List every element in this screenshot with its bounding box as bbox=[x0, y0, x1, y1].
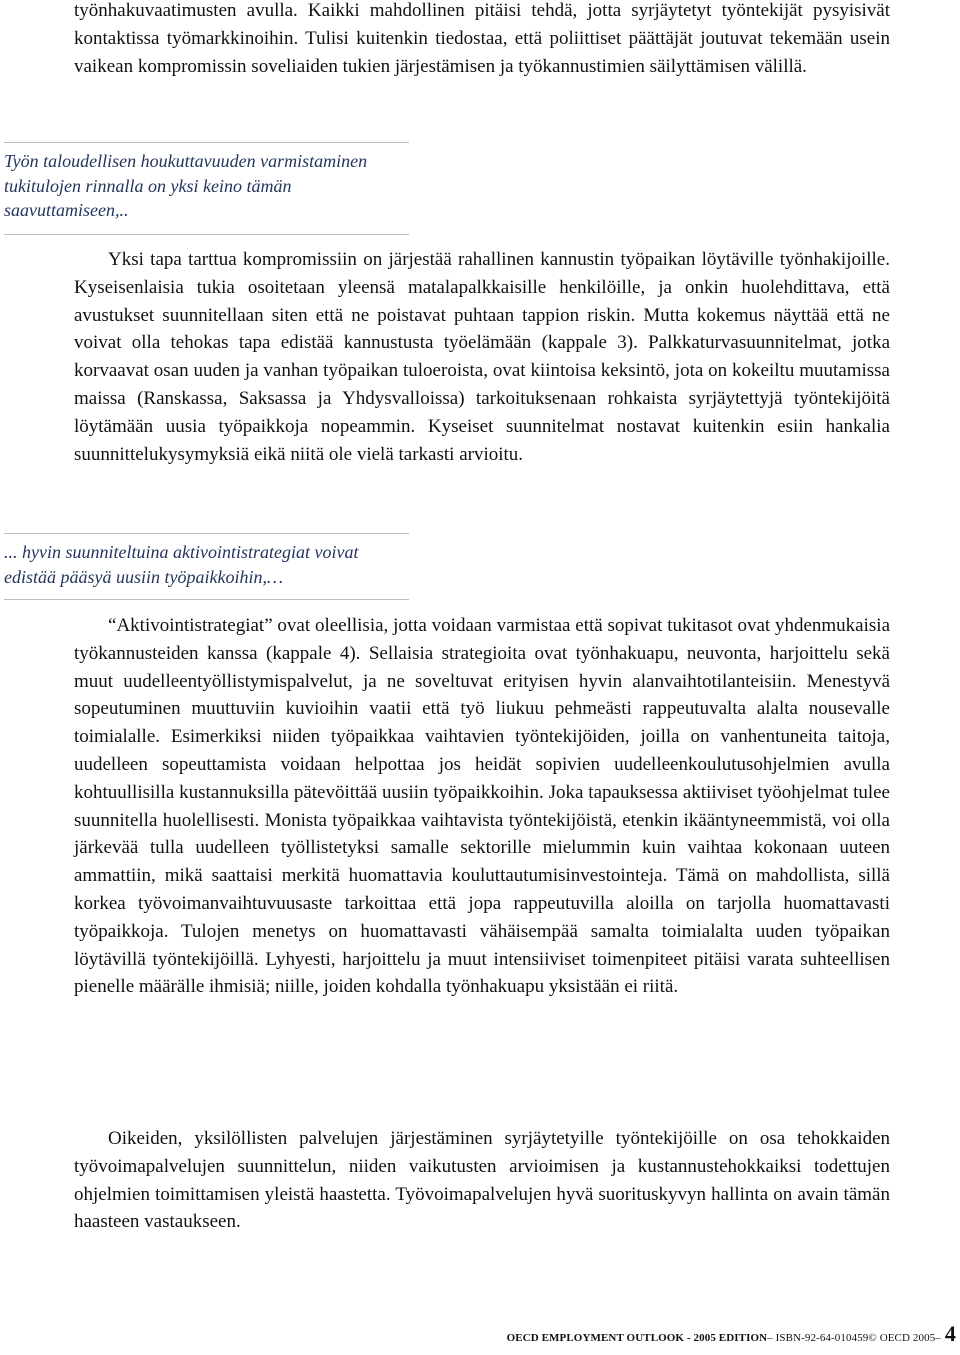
pullquote-1-text: Työn taloudellisen houkuttavuuden varmistaminen tukitulojen rinnalla on yksi keino tämän saavuttamiseen,.. bbox=[4, 151, 368, 220]
paragraph-4: Oikeiden, yksilöllisten palvelujen järjestäminen syrjäytetyille työntekijöille on osa tehokkaiden työvoimapalvelujen suunnittelun, niiden vaikutusten arvioimisen ja kustannustehokkaiksi todettujen ohjelmien toimittamisen yleistä haastetta. Työvoimapalvelujen hyvä suorituskyvyn hallinta on avain tämän haasteen vastaukseen. bbox=[74, 1128, 890, 1233]
paragraph-3-text: Aktivointistrategiat” ovat oleellisia, jotta voidaan varmistaa että sopivat tukitasot ovat yhdenmukaisia työkannusteiden kanssa (kappale 4). Sellaisia strategioita ovat työnhakuapu, neuvonta, harjoittelu sekä muut uudelleentyöllistymispalvelut, ja ne soveltuvat erityisen hyvin alanvaihtotilanteisiin. Menestyvä sopeutuminen muuttuviin kuvioihin vaatii että työ liukuu pehmeästi rappeutuvalta alalta nousevalle toimialalle. Esimerkiksi niiden työpaikkaa vaihtavien työntekijöiden, joilla on vanhentuneita taitoja, uudelleen sopeuttamista voidaan helpottaa jos heidät sopivien uudelleenkoulutusohjelmien avulla kohtuullisilla kustannuksilla pätevöittää uusiin työpaikkoihin. Joka tapauksessa aktiiviset työohjelmat tulee suunnitella huolellisesti. Monista työpaikkaa vaihtavista työntekijöistä, etenkin ikääntyneemmistä, voi olla järkevää tulla uudelleen työllistetyksi samalle sektorille mielummin kuin vaihtaa kokonaan uuteen ammattiin, mikä saattaisi merkitä huomattavia kouluttautumisinvestointeja. Tämä on mahdollista, sillä korkea työvoimanvaihtuvuusaste tarkoittaa että jopa rappeutuvilla aloilla on tarjolla huomattavasti työpaikkoja. Tulojen menetys on huomattavasti vähäisempää samalta toimialalta uuden työpaikan löytävillä työntekijöillä. Lyhyesti, harjoittelu ja muut intensiiviset toimenpiteet pitäisi varata suhteellisen pienelle määrälle ihmisiä; niille, joiden kohdalla työnhakuapu yksistään ei riitä. bbox=[74, 615, 890, 998]
pullquote-1 bbox=[4, 142, 409, 235]
pullquote-2-text: ... hyvin suunniteltuina aktivointistrategiat voivat edistää pääsyä uusiin työpaikkoihin,… bbox=[4, 542, 359, 587]
paragraph-2: Yksi tapa tarttua kompromissiin on järjestää rahallinen kannustin työpaikan löytäville työnhakijoille. Kyseisenlaisia tukia osoitetaan yleensä matalapalkkaisille henkilöille, ja onkin huolehdittava, että avustukset suunnitellaan siten että ne poistavat puhtaan tappion riskin. Mutta kokemus näyttää että ne voivat olla tehokas tapa edistää kannustusta työelämään (kappale 3). Palkkaturvasuunnitelmat, jotka korvaavat osan uuden ja vanhan työpaikan tuloeroista, ovat kiintoisa keksintö, jota on kokeiltu muutamissa maissa (Ranskassa, Saksassa ja Yhdysvalloissa) tarkoituksenaan rohkaista syrjäytettyjä työntekijöitä löytämään uusia työpaikkoja nopeammin. Kyseiset suunnitelmat nostavat kuitenkin esiin hankalia suunnittelukysymyksiä eikä niitä ole vielä tarkasti arvioitu. bbox=[74, 249, 890, 465]
page-footer bbox=[507, 1321, 956, 1347]
pullquote-2 bbox=[4, 533, 409, 600]
page-number: 4 bbox=[944, 1321, 956, 1346]
footer-isbn: – ISBN-92-64-010459© OECD 2005– bbox=[767, 1332, 941, 1344]
paragraph-3: “Aktivointistrategiat” ovat oleellisia, jotta voidaan varmistaa että sopivat tukitasot ovat yhdenmukaisia työkannusteiden kanssa (kappale 4). Sellaisia strategioita ovat työnhakuapu, neuvonta, harjoittelu sekä muut uudelleentyöllistymispalvelut, ja ne soveltuvat erityisen hyvin alanvaihtotilanteisiin. Menestyvä sopeutuminen muuttuviin kuvioihin vaatii että työ liukuu pehmeästi rappeutuvalta alalta nousevalle toimialalle. Esimerkiksi niiden työpaikkaa vaihtavien työntekijöiden, joilla on vanhentuneita taitoja, uudelleen sopeuttamista voidaan helpottaa jos heidät sopivien uudelleenkoulutusohjelmien avulla kohtuullisilla kustannuksilla pätevöittää uusiin työpaikkoihin. Joka tapauksessa aktiiviset työohjelmat tulee suunnitella huolellisesti. Monista työpaikkaa vaihtavista työntekijöistä, etenkin ikääntyneemmistä, voi olla järkevää tulla uudelleen työllistetyksi samalle sektorille mielummin kuin vaihtaa kokonaan uuteen ammattiin, mikä saattaisi merkitä huomattavia kouluttautumisinvestointeja. Tämä on mahdollista, sillä korkea työvoimanvaihtuvuusaste tarkoittaa että jopa rappeutuvilla aloilla on tarjolla huomattavasti työpaikkoja. Tulojen menetys on huomattavasti vähäisempää samalta toimialalta uuden työpaikan löytävillä työntekijöillä. Lyhyesti, harjoittelu ja muut intensiiviset toimenpiteet pitäisi varata suhteellisen pienelle määrälle ihmisiä; niille, joiden kohdalla työnhakuapu yksistään ei riitä. bbox=[74, 615, 890, 998]
paragraph-1: työnhakuvaatimusten avulla. Kaikki mahdollinen pitäisi tehdä, jotta syrjäytetyt työntekijät pysyisivät kontaktissa työmarkkinoihin. Tulisi kuitenkin tiedostaa, että poliittiset päättäjät joutuvat tekemään usein vaikean kompromissin soveliaiden tukien järjestämisen ja työkannustimien säilyttämisen välillä. bbox=[74, 0, 890, 77]
footer-publication: OECD EMPLOYMENT OUTLOOK - 2005 EDITION bbox=[506, 1332, 768, 1344]
